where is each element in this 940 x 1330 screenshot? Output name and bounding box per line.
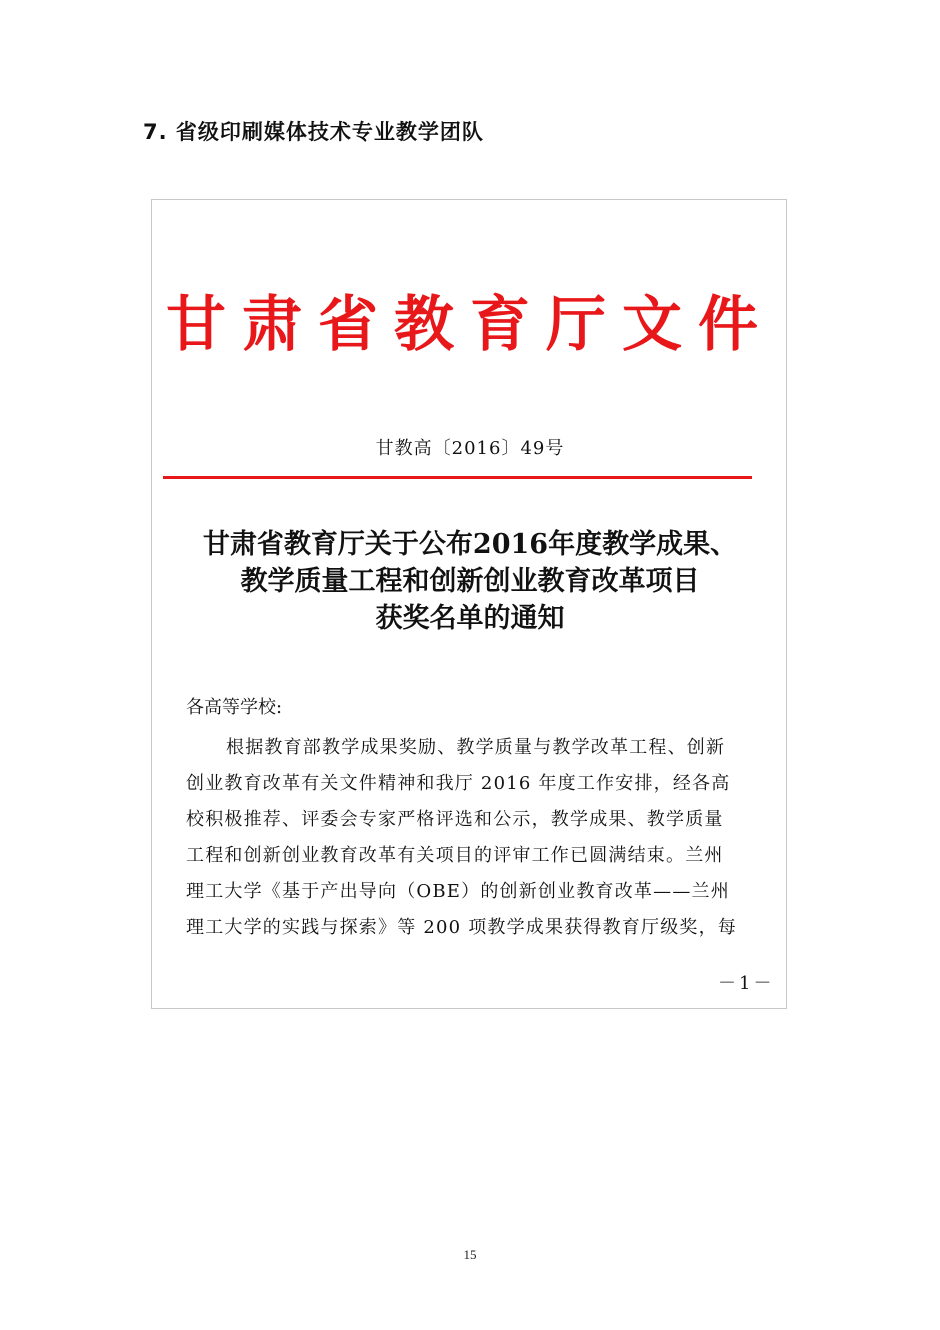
body-line: 理工大学的实践与探索》等 200 项教学成果获得教育厅级奖，每 xyxy=(186,917,737,938)
body-line: 根据教育部教学成果奖励、教学质量与教学改革工程、创新 xyxy=(226,737,726,758)
document-page-marker: －1－ xyxy=(718,973,775,994)
section-heading: 7. 省级印刷媒体技术专业教学团队 xyxy=(143,120,484,144)
document-number: 甘教高〔2016〕49号 xyxy=(375,438,565,459)
notice-title-line: 获奖名单的通知 xyxy=(375,603,565,634)
notice-body xyxy=(186,730,770,946)
notice-title xyxy=(160,526,780,637)
body-line: 创业教育改革有关文件精神和我厅 2016 年度工作安排，经各高 xyxy=(186,773,731,794)
body-line: 理工大学《基于产出导向（OBE）的创新创业教育改革——兰州 xyxy=(186,881,730,902)
red-divider xyxy=(163,476,752,479)
notice-title-line: 教学质量工程和创新创业教育改革项目 xyxy=(240,566,700,597)
page-number: 15 xyxy=(463,1247,477,1262)
body-line: 工程和创新创业教育改革有关项目的评审工作已圆满结束。兰州 xyxy=(186,845,724,866)
salutation: 各高等学校: xyxy=(186,697,283,718)
issuer-title: 甘肃省教育厅文件 xyxy=(166,290,774,360)
body-line: 校积极推荐、评委会专家严格评选和公示，教学成果、教学质量 xyxy=(186,809,724,830)
notice-title-line: 甘肃省教育厅关于公布2016年度教学成果、 xyxy=(202,529,738,560)
